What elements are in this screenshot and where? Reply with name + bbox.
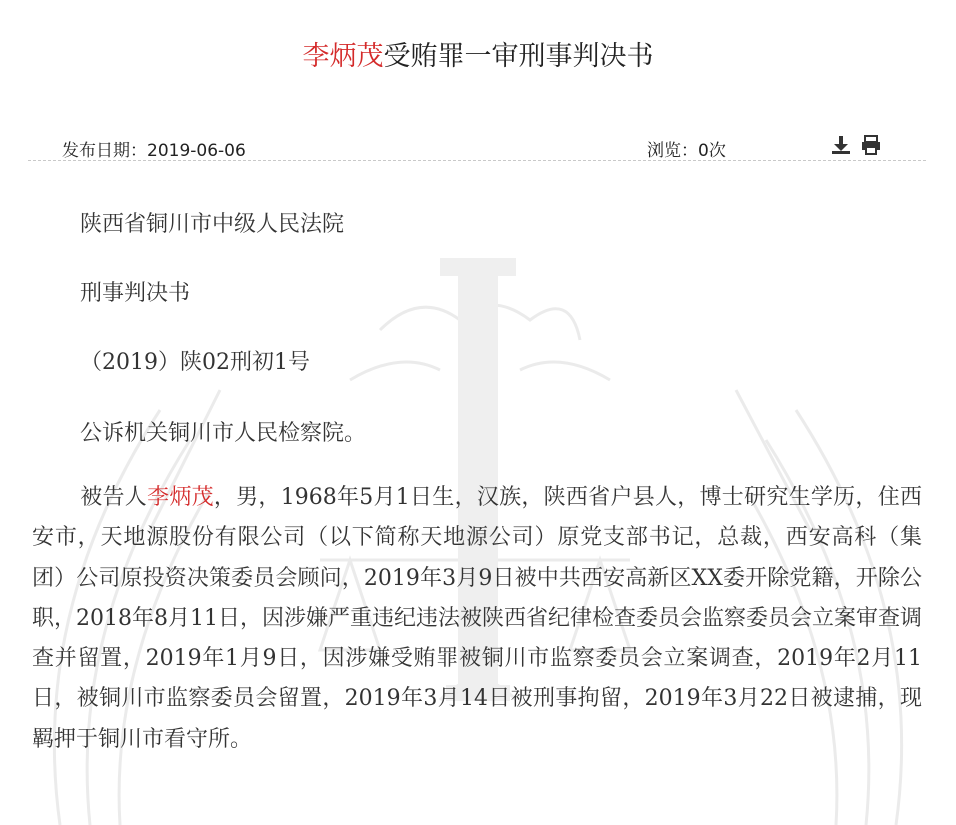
defendant-name: 李炳茂 xyxy=(147,485,214,510)
title-rest: 受贿罪一审刑事判决书 xyxy=(383,41,654,72)
article-meta xyxy=(62,136,928,160)
toolbar xyxy=(830,134,882,156)
publish-date: 发布日期：2019-06-06 xyxy=(62,141,246,161)
view-count: 浏览：0次 xyxy=(647,141,726,161)
page-title xyxy=(0,34,956,73)
title-name: 李炳茂 xyxy=(302,41,384,72)
defendant-prefix: 被告人 xyxy=(80,485,148,510)
defendant-details: ，男，1968年5月1日生，汉族，陕西省户县人，博士研究生学历，住西安市，天地源股份有限公司（以下简称天地源公司）原党支部书记，总裁，西安高科（集团）公司原投资决策委员会顾问，2019年3月9日被中共西安高新区XX委开除党籍，开除公职，2018年8月11日，因涉嫌严重违纪违法被陕西省纪律检查委员会监察委员会立案审查调查并留置，2019年1月9日，因涉嫌受贿罪被铜川市监察委员会立案调查，2019年2月11日，被铜川市监察委员会留置，2019年3月14日被刑事拘留，2019年3月22日被逮捕，现羁押于铜川市看守所。 xyxy=(32,485,922,752)
defendant-paragraph xyxy=(32,478,922,760)
court-name: 陕西省铜川市中级人民法院 xyxy=(80,212,345,237)
prosecutor-line: 公诉机关铜川市人民检察院。 xyxy=(80,421,367,446)
document-type: 刑事判决书 xyxy=(80,281,191,306)
download-icon[interactable] xyxy=(830,134,852,156)
header-divider xyxy=(28,160,926,161)
printer-icon[interactable] xyxy=(860,134,882,156)
case-number: （2019）陕02刑初1号 xyxy=(80,350,310,375)
